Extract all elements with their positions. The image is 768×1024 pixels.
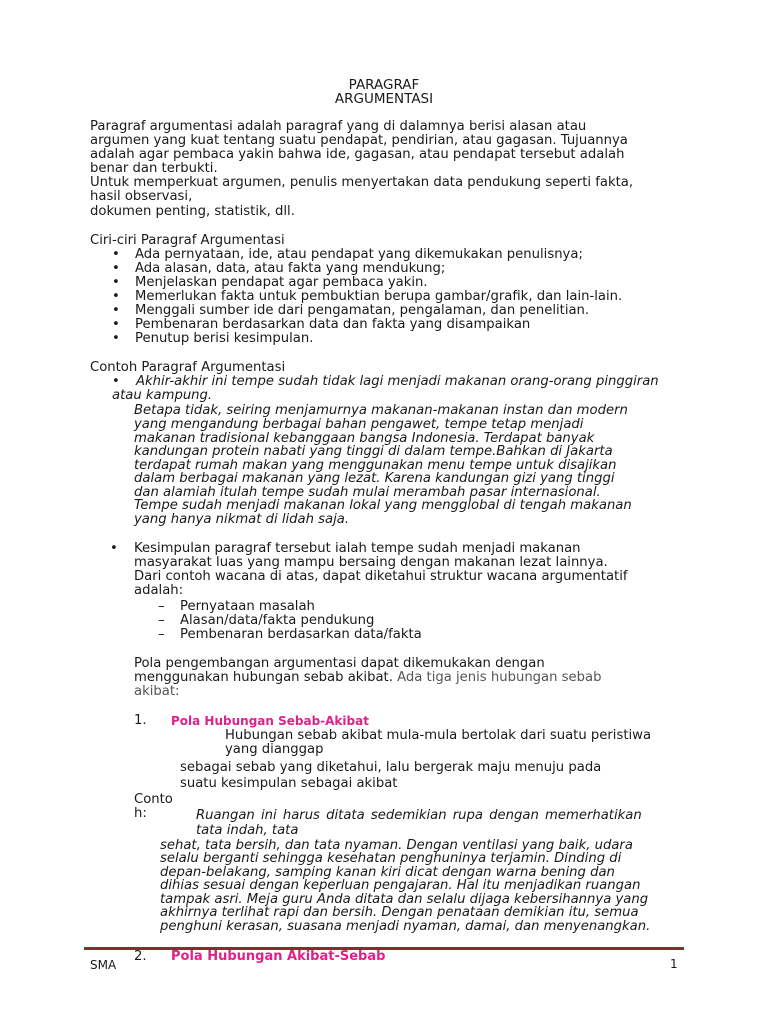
pola-intro-line: akibat: bbox=[134, 684, 180, 699]
intro-line: hasil observasi, bbox=[90, 189, 193, 204]
list-item: Pernyataan masalah bbox=[180, 599, 315, 614]
contoh-line: atau kampung. bbox=[112, 388, 213, 403]
contoh-line: dalam berbagai makanan yang lezat. Karena kandungan gizi yang tinggi bbox=[134, 471, 615, 486]
pola-intro-part: menggunakan hubungan sebab akibat. bbox=[134, 670, 393, 685]
ciri-heading: Ciri-ciri Paragraf Argumentasi bbox=[90, 233, 285, 248]
list-item: Pembenaran berdasarkan data dan fakta yang disampaikan bbox=[135, 317, 531, 332]
intro-line: adalah agar pembaca yakin bahwa ide, gagasan, atau pendapat tersebut adalah bbox=[90, 147, 625, 162]
conto-label: h: bbox=[134, 806, 147, 821]
conto-label: Conto bbox=[134, 792, 173, 807]
contoh2-line: tata indah, tata bbox=[196, 823, 299, 838]
contoh-line: terdapat rumah makan yang menggunakan menu tempe untuk disajikan bbox=[134, 458, 617, 473]
list-number: 1. bbox=[134, 713, 147, 728]
contoh-line: yang mengandung berbagai bahan pengawet, tempe tetap menjadi bbox=[134, 417, 584, 432]
list-item: Pembenaran berdasarkan data/fakta bbox=[180, 627, 422, 642]
bullet-icon: • bbox=[112, 247, 120, 262]
pola1-title: Pola Hubungan Sebab-Akibat bbox=[171, 714, 369, 728]
pola-intro-part: Ada tiga jenis hubungan sebab bbox=[392, 670, 602, 685]
bullet-icon: • bbox=[112, 289, 120, 304]
list-item: Ada alasan, data, atau fakta yang mendukung; bbox=[135, 261, 446, 276]
dash-icon: – bbox=[158, 627, 165, 642]
list-item: Memerlukan fakta untuk pembuktian berupa gambar/grafik, dan lain-lain. bbox=[135, 289, 623, 304]
pola1-line: yang dianggap bbox=[225, 742, 324, 757]
contoh-line: Tempe sudah menjadi makanan lokal yang mengglobal di tengah makanan bbox=[134, 498, 632, 513]
bullet-icon: • bbox=[110, 541, 118, 556]
kesimpulan-line: masyarakat luas yang mampu bersaing dengan makanan lezat lainnya. bbox=[134, 555, 608, 570]
bullet-icon: • bbox=[112, 303, 120, 318]
list-item: Menggali sumber ide dari pengamatan, pengalaman, dan penelitian. bbox=[135, 303, 590, 318]
title-line-2: ARGUMENTASI bbox=[334, 91, 434, 107]
contoh-line: yang hanya nikmat di lidah saja. bbox=[134, 512, 350, 527]
bullet-icon: • bbox=[112, 261, 120, 276]
kesimpulan-line: Dari contoh wacana di atas, dapat diketahui struktur wacana argumentatif bbox=[134, 569, 628, 584]
intro-line: Untuk memperkuat argumen, penulis menyertakan data pendukung seperti fakta, bbox=[90, 175, 634, 190]
contoh-line: dan alamiah itulah tempe sudah mulai merambah pasar internasional. bbox=[134, 485, 601, 500]
list-item: Penutup berisi kesimpulan. bbox=[135, 331, 314, 346]
contoh2-line: depan-belakang, samping kanan kiri dicat dengan warna bening dan bbox=[160, 865, 615, 880]
bullet-icon: • bbox=[112, 275, 120, 290]
contoh-line: Betapa tidak, seiring menjamurnya makanan-makanan instan dan modern bbox=[134, 403, 628, 418]
contoh-line: makanan tradisional kebanggaan bangsa Indonesia. Terdapat banyak bbox=[134, 431, 595, 446]
pola-intro-line bbox=[134, 671, 602, 685]
dash-icon: – bbox=[158, 613, 165, 628]
kesimpulan-line: adalah: bbox=[134, 583, 184, 598]
bullet-icon: • bbox=[112, 374, 120, 389]
list-item: Menjelaskan pendapat agar pembaca yakin. bbox=[135, 275, 428, 290]
pola1-line: suatu kesimpulan sebagai akibat bbox=[180, 776, 398, 791]
contoh2-line: sehat, tata bersih, dan tata nyaman. Dengan ventilasi yang baik, udara bbox=[160, 838, 633, 853]
contoh-heading: Contoh Paragraf Argumentasi bbox=[90, 360, 286, 375]
bullet-icon: • bbox=[112, 317, 120, 332]
title-line-1: PARAGRAF bbox=[348, 77, 420, 93]
contoh2-line: dihias sesuai dengan keperluan pengajaran. Hal itu menjadikan ruangan bbox=[160, 878, 641, 893]
intro-line: Paragraf argumentasi adalah paragraf yang di dalamnya berisi alasan atau bbox=[90, 119, 587, 134]
pola1-line: Hubungan sebab akibat mula-mula bertolak dari suatu peristiwa bbox=[225, 728, 652, 743]
footer-left-label: SMA bbox=[90, 958, 117, 972]
pola2-title: Pola Hubungan Akibat-Sebab bbox=[171, 949, 386, 964]
kesimpulan-line: Kesimpulan paragraf tersebut ialah tempe sudah menjadi makanan bbox=[134, 541, 581, 556]
contoh2-line: Ruangan ini harus ditata sedemikian rupa dengan memerhatikan bbox=[196, 808, 642, 823]
contoh2-line: penghuni kerasan, suasana menjadi nyaman, damai, dan menyenangkan. bbox=[160, 919, 651, 934]
contoh-line: Akhir-akhir ini tempe sudah tidak lagi menjadi makanan orang-orang pinggiran bbox=[136, 374, 659, 389]
list-item: Alasan/data/fakta pendukung bbox=[180, 613, 375, 628]
intro-line: argumen yang kuat tentang suatu pendapat, pendirian, atau gagasan. Tujuannya bbox=[90, 133, 628, 148]
intro-line: benar dan terbukti. bbox=[90, 161, 218, 176]
list-number: 2. bbox=[134, 949, 147, 964]
contoh2-line: akhirnya terlihat rapi dan bersih. Dengan penataan demikian itu, semua bbox=[160, 905, 639, 920]
contoh2-line: tampak asri. Meja guru Anda ditata dan selalu dijaga kebersihannya yang bbox=[160, 892, 649, 907]
contoh2-line: selalu berganti sehingga kesehatan penghuninya terjamin. Dinding di bbox=[160, 851, 622, 866]
page-number: 1 bbox=[670, 957, 678, 971]
dash-icon: – bbox=[158, 599, 165, 614]
pola-intro-line: Pola pengembangan argumentasi dapat dikemukakan dengan bbox=[134, 656, 545, 671]
bullet-icon: • bbox=[112, 331, 120, 346]
pola1-line: sebagai sebab yang diketahui, lalu bergerak maju menuju pada bbox=[180, 760, 602, 775]
intro-line: dokumen penting, statistik, dll. bbox=[90, 204, 295, 219]
contoh-line: kandungan protein nabati yang tinggi di dalam tempe.Bahkan di Jakarta bbox=[134, 444, 613, 459]
list-item: Ada pernyataan, ide, atau pendapat yang dikemukakan penulisnya; bbox=[135, 247, 583, 262]
